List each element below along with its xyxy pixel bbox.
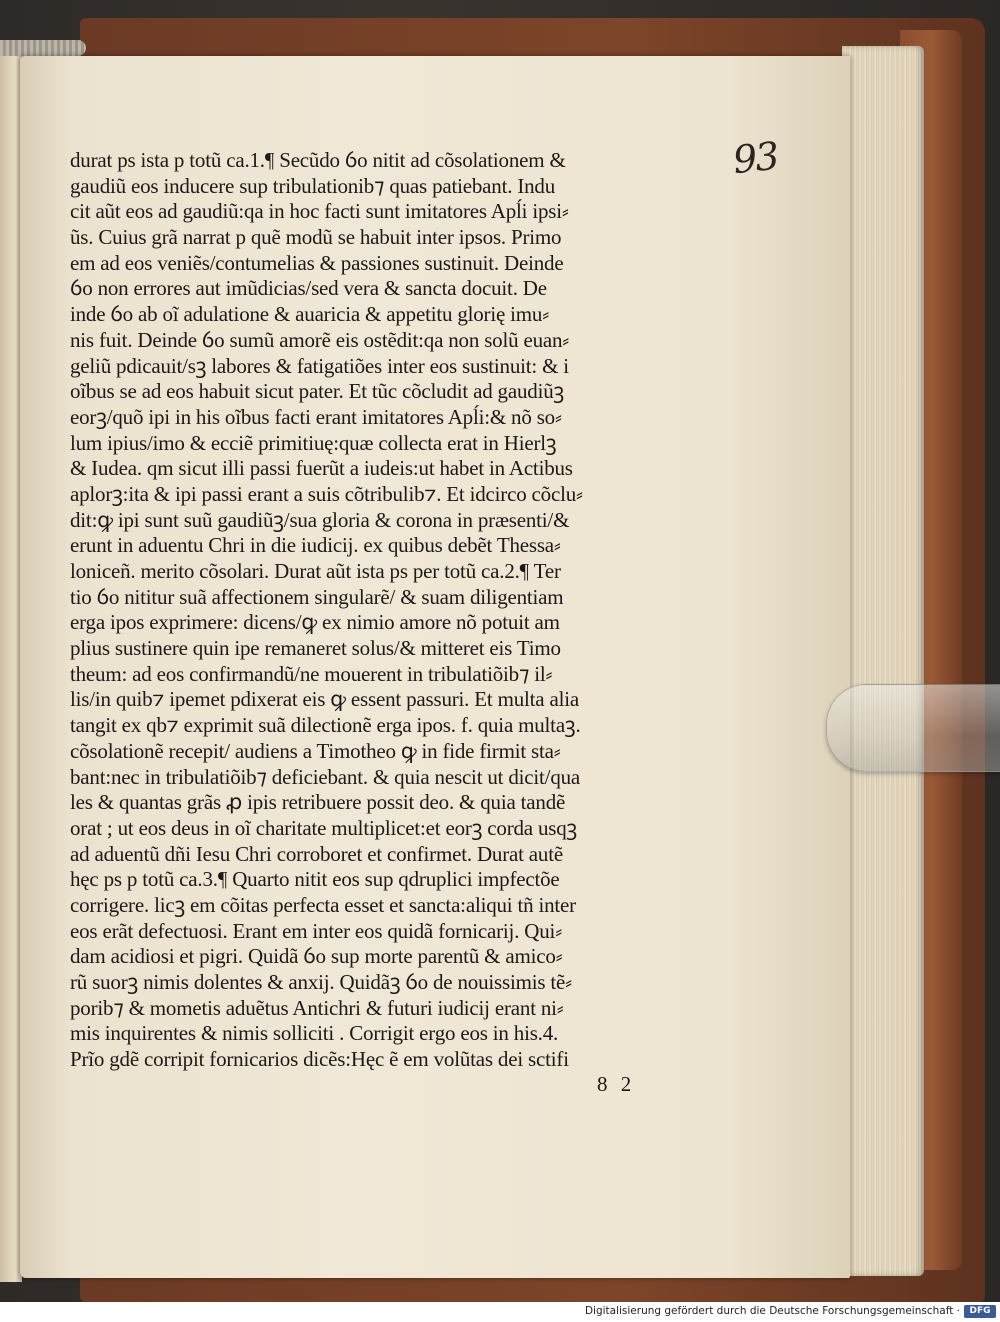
text-block xyxy=(70,148,680,1073)
text-line: rũ suorꝫ nimis dolentes & anxij. Quidãꝫ ỽo de nouissimis tẽ⸗ xyxy=(70,970,572,994)
footer-credit: Digitalisierung gefördert durch die Deutsche Forschungsgemeinschaft · xyxy=(584,1305,960,1317)
text-line: cõsolationẽ recepit/ audiens a Timotheo ꝙ in fide firmit sta⸗ xyxy=(70,738,561,763)
text-line: nis fuit. Deinde ỽo sumũ amorẽ eis ostẽdit:qa non solũ euan⸗ xyxy=(70,327,570,352)
text-line: orat ; ut eos deus in oĩ charitate multiplicet:et eorꝫ corda usqꝫ xyxy=(70,815,578,840)
text-line: eorꝫ/quõ ipi in his oĩbus facti erant imitatores Apĺi:& nõ so⸗ xyxy=(70,404,562,429)
text-line: theum: ad eos confirmandũ/ne mouerent in tribulatiõib⁊ il⸗ xyxy=(70,661,553,686)
folio-number: 93 xyxy=(730,133,780,183)
page-clip xyxy=(826,684,1000,772)
text-line: tio ỽo nititur suã affectionem singularẽ/ & suam diligentiam xyxy=(70,584,564,609)
text-line: erga ipos exprimere: dicens/ꝙ ex nimio amore nõ potuit am xyxy=(70,610,560,635)
text-line: em ad eos veniẽs/contumelias & passiones sustinuit. Deinde xyxy=(70,250,564,275)
text-line: erunt in aduentu Chri in die iudicij. ex quibus debẽt Thessa⸗ xyxy=(70,533,561,558)
page-edges xyxy=(842,46,924,1276)
text-line: mis inquirentes & nimis solliciti . Corrigit ergo eos in his.4. xyxy=(70,1021,559,1046)
text-line: ad aduentũ dñi Iesu Chri corroboret et confirmet. Durat autẽ xyxy=(70,841,563,866)
text-line: corrigere. licꝫ em cõitas perfecta esset et sancta:aliqui tñ inter xyxy=(70,892,576,917)
text-line: dit:ꝙ ipi sunt suũ gaudiũꝫ/sua gloria & corona in præsenti/& xyxy=(70,507,570,532)
text-line: lis/in quib⁊ ipemet pdixerat eis ꝙ essent passuri. Et multa alia xyxy=(70,687,579,712)
text-line: ỽo non errores aut imũdicias/sed vera & sancta docuit. De xyxy=(70,276,547,301)
text-line: lum ipius/imo & ecciẽ primitiuę:quæ collecta erat in Hierlꝫ xyxy=(70,430,557,455)
text-line: eos erãt defectuosi. Erant em inter eos quidã fornicarij. Qui⸗ xyxy=(70,918,562,943)
text-line: durat ps ista p totũ ca.1.¶ Secũdo ỽo nitit ad cõsolationem & xyxy=(70,148,566,172)
footer-bar xyxy=(0,1302,1000,1322)
text-line: aplorꝫ:ita & ipi passi erant a suis cõtribulib⁊. Et idcirco cõclu⸗ xyxy=(70,481,583,506)
facing-page-edge xyxy=(0,52,22,1282)
text-line: les & quantas grãs ꝓ ipis retribuere possit deo. & quia tandẽ xyxy=(70,790,566,815)
text-line: inde ỽo ab oĩ adulatione & auaricia & appetitu glorię imu⸗ xyxy=(70,302,550,327)
signature-mark: 8 2 xyxy=(597,1072,636,1096)
text-line: hęc ps p totũ ca.3.¶ Quarto nitit eos sup qdruplici impfectõe xyxy=(70,867,560,892)
text-line: dam acidiosi et pigri. Quidã ỽo sup morte parentũ & amico⸗ xyxy=(70,944,563,969)
text-line: loniceñ. merito cõsolari. Durat aũt ista ps per totũ ca.2.¶ Ter xyxy=(70,559,561,583)
text-line: porib⁊ & mometis aduẽtus Antichri & futuri iudicij erant ni⸗ xyxy=(70,995,564,1020)
text-line: Prĩo gdẽ corripit fornicarios dicẽs:Hęc ẽ em volũtas dei sctifi xyxy=(70,1047,569,1072)
text-line: oĩbus se ad eos habuit sicut pater. Et tũc cõcludit ad gaudiũꝫ xyxy=(70,379,565,404)
text-line: geliũ pdicauit/sꝫ labores & fatigatiões inter eos sustinuit: & i xyxy=(70,353,569,378)
binding-threads xyxy=(0,40,86,56)
text-line: bant:nec in tribulatiõib⁊ deficiebant. & quia nescit ut dicit/qua xyxy=(70,764,581,789)
text-line: ũs. Cuius grã narrat p quẽ modũ se habuit inter ipsos. Primo xyxy=(70,225,562,250)
text-line: & Iudea. qm sicut illi passi fuerũt a iudeis:ut habet in Actibus xyxy=(70,456,573,481)
text-line: tangit ex qb⁊ exprimit suã dilectionẽ erga ipos. f. quia multaꝫ. xyxy=(70,713,581,738)
dfg-logo-icon: DFG xyxy=(964,1305,996,1318)
text-line: gaudiũ eos inducere sup tribulationib⁊ quas patiebant. Indu xyxy=(70,173,556,198)
text-line: cit aũt eos ad gaudiũ:qa in hoc facti sunt imitatores Apĺi ipsi⸗ xyxy=(70,199,569,224)
text-line: plius sustinere quin ipe remaneret solus/& mitteret eis Timo xyxy=(70,636,561,661)
